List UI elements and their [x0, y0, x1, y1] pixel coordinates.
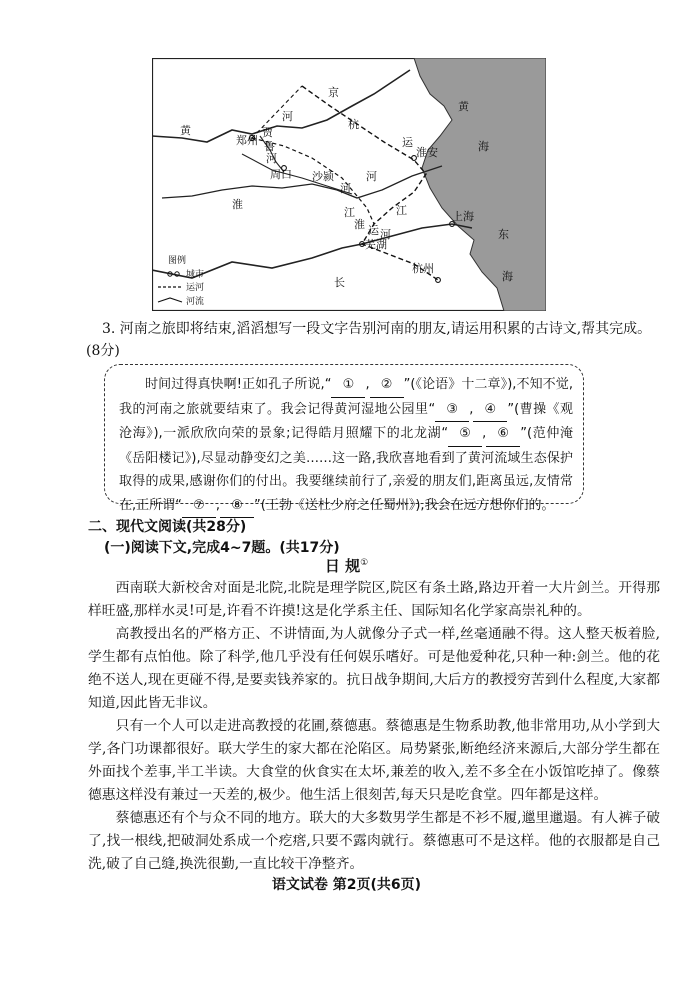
- section-heading: 二、现代文阅读(共28分): [88, 519, 247, 535]
- legend-title: 图例: [168, 256, 187, 266]
- label-jiang-yz: 江: [396, 204, 407, 217]
- label-wuhu: 芜湖: [365, 238, 387, 251]
- label-he3: 河: [340, 182, 351, 195]
- blank-2[interactable]: ②: [370, 373, 404, 398]
- section-subheading: (一)阅读下文,完成4~7题。(共17分): [104, 540, 340, 556]
- passage-seg-1: 时间过得真快啊!正如孔子所说,: [145, 377, 325, 392]
- label-huai: 淮: [232, 198, 243, 211]
- label-shanghai: 上海: [452, 210, 474, 223]
- legend-river: 河流: [186, 297, 205, 307]
- article-paragraph: 高教授出名的严格方正、不讲情面,为人就像分子式一样,丝毫通融不得。这人整天板着脸,学生都有点怕他。除了科学,他几乎没有任何娱乐嗜好。可是他爱种花,只种一种:剑兰。他的花绝不送人,现在更碰不得,是要卖钱养家的。抗日战争期间,大后方的教授穷苦到什么程度,大家都知道,因此皆无非议。: [88, 626, 660, 711]
- label-shaying: 沙颍: [312, 170, 334, 183]
- label-huang: 黄: [180, 124, 191, 137]
- blank-5[interactable]: ⑤: [448, 422, 482, 447]
- label-hang: 杭: [348, 118, 359, 131]
- label-he5: 河: [380, 228, 391, 241]
- label-dong: 东: [498, 228, 509, 241]
- label-yun: 运: [402, 136, 413, 149]
- footnote-marker: ①: [360, 558, 369, 568]
- label-hai2: 海: [502, 270, 513, 283]
- passage-seg-2: (《论语》十二章》),不知不觉,我的河南之旅就要结束了。我会记得黄河湿地公园里: [119, 377, 573, 417]
- blank-1[interactable]: ①: [331, 373, 365, 398]
- article-title: 日 规①: [324, 557, 369, 575]
- label-zhengzhou: 郑州: [236, 134, 258, 147]
- label-chang: 长: [334, 276, 345, 289]
- label-huaian: 淮安: [416, 146, 438, 159]
- blank-7[interactable]: ⑦: [182, 494, 216, 519]
- article-paragraph: 西南联大新校舍对面是北院,北院是理学院区,院区有条土路,路边开着一大片剑兰。开得那样旺盛,那样水灵!可是,许看不许摸!这是化学系主任、国际知名化学家高崇礼种的。: [88, 580, 660, 619]
- label-he: 河: [282, 110, 293, 123]
- label-hai: 海: [478, 140, 489, 153]
- legend-city: 城市: [186, 270, 205, 280]
- label-lu: 鲁: [264, 140, 275, 153]
- blank-8[interactable]: ⑧: [220, 494, 254, 519]
- article-body: [88, 577, 660, 876]
- page-footer: 语文试卷 第2页(共6页): [271, 877, 422, 893]
- grand-canal-map: [152, 58, 546, 311]
- article-paragraph: 蔡德惠还有个与众不同的地方。联大的大多数男学生都是不衫不履,邋里邋遢。有人裤子破了,找一根线,把破洞处系成一个疙瘩,只要不露肉就行。蔡德惠可不是这样。他的衣服都是自己洗,破了自己缝,换洗很勤,一直比较干净整齐。: [88, 810, 660, 872]
- label-jiang: 江: [344, 206, 355, 219]
- blank-3[interactable]: ③: [435, 398, 469, 423]
- blank-6[interactable]: ⑥: [486, 422, 520, 447]
- label-zhoukou: 周口: [270, 168, 292, 181]
- label-he2: 河: [266, 152, 277, 165]
- label-yun2: 运: [368, 224, 379, 237]
- article-paragraph: 只有一个人可以走进高教授的花圃,蔡德惠。蔡德惠是生物系助教,他非常用功,从小学到大学,各门功课都很好。联大学生的家大都在沦陷区。局势紧张,断绝经济来源后,大部分学生都在外面找个差事,半工半读。大食堂的伙食实在太坏,兼差的收入,差不多全在小饭馆吃掉了。像蔡德惠这样没有兼过一天差的,极少。他生活上很刻苦,每天只是吃食堂。四年都是这样。: [88, 718, 660, 803]
- passage-seg-5: (王勃《送杜少府之任蜀州》),我会在远方想你们的。: [260, 497, 555, 513]
- fill-in-passage-box: 时间过得真快啊!正如孔子所说,“ ① , ② ”(《论语》十二章》),不知不觉,我的河南之旅就要结束了。我会记得黄河湿地公园里“ ③ , ④ ”(曹操《观沧海》),一派欣欣向荣的景象;记得皓月照耀下的北龙湖“ ⑤ , ⑥ ”(范仲淹《岳阳楼记》),尽显动静变幻之美……这一路,我欣喜地看到了黄河流域生态保护取得的成果,感谢你们的付出。我要继续前行了,亲爱的朋友们,距离虽远,友情常在,正所谓“ ⑦ , ⑧ ”(王勃《送杜少府之任蜀州》),我会在远方想你们的。: [104, 364, 584, 504]
- passage-seg-3: (曹操《观沧海》),一派欣欣向荣的景象;记得皓月照耀下的北龙湖: [119, 401, 573, 441]
- label-huai2: 淮: [354, 218, 365, 231]
- legend-canal: 运河: [186, 283, 205, 293]
- blank-4[interactable]: ④: [473, 398, 507, 423]
- label-jing: 京: [328, 86, 339, 99]
- label-jia: 贾: [262, 126, 273, 139]
- label-huang-sea: 黄: [458, 100, 469, 113]
- label-he4: 河: [366, 170, 377, 183]
- label-hangzhou: 杭州: [412, 262, 434, 275]
- passage-seg-4: (范仲淹《岳阳楼记》),尽显动静变幻之美……这一路,我欣喜地看到了黄河流域生态保护取得的成果,感谢你们的付出。我要继续前行了,亲爱的朋友们,距离虽远,友情常在,正所谓: [119, 426, 573, 513]
- question-3-stem: 3. 河南之旅即将结束,滔滔想写一段文字告别河南的朋友,请运用积累的古诗文,帮其完成。(8分): [86, 321, 652, 359]
